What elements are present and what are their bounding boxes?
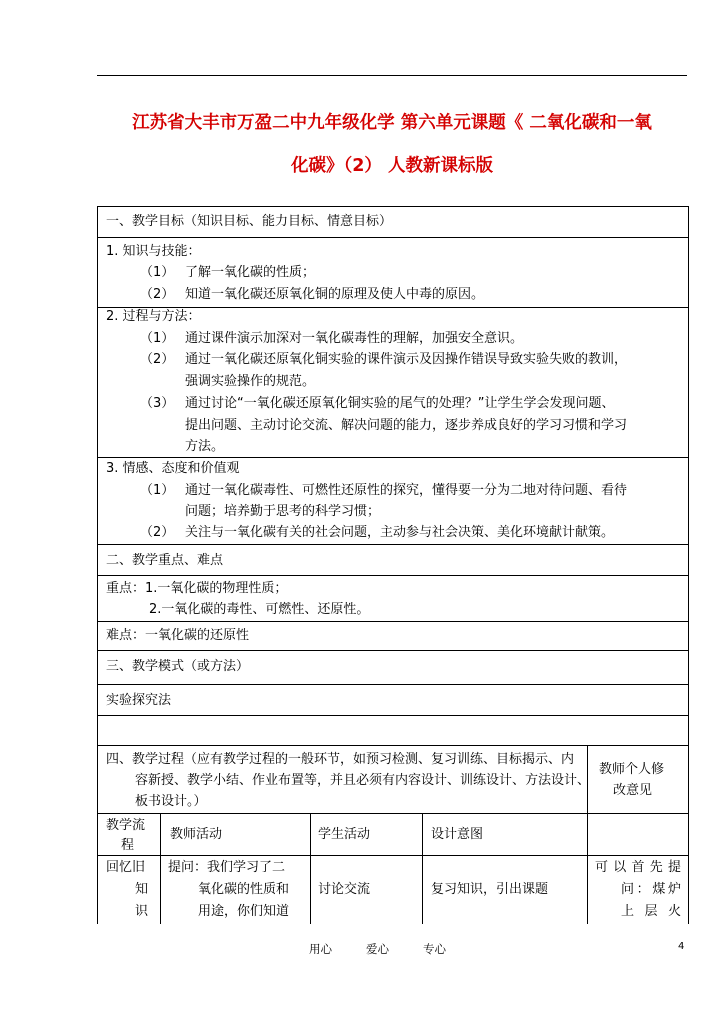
table-rule: [97, 745, 689, 746]
column-header-student: 学生活动: [318, 827, 371, 842]
difficult-point-text: 难点：一氧化碳的还原性: [106, 628, 250, 643]
section-process-heading: 板书设计。）: [135, 794, 207, 809]
revision-notes-heading: 改意见: [613, 783, 653, 798]
objective-text: 提出问题、主动讨论交流、解决问题的能力，逐步养成良好的学习习惯和学习: [185, 418, 628, 433]
item-number: （2）: [140, 287, 175, 302]
column-header-process: 程: [121, 838, 135, 853]
table-rule: [97, 237, 689, 238]
objective-text: 方法。: [185, 439, 225, 454]
table-rule: [160, 813, 161, 924]
objective-text: 关注与一氧化碳有关的社会问题，主动参与社会决策、美化环境献计献策。: [185, 525, 615, 540]
teaching-method-text: 实验探究法: [106, 693, 172, 708]
section-process-heading: 四、教学过程（应有教学过程的一般环节，如预习检测、复习训练、目标揭示、内: [106, 752, 575, 767]
item-number: （3）: [140, 396, 175, 411]
column-header-teacher: 教师活动: [170, 827, 223, 842]
teacher-activity-text: 提问：我们学习了二: [168, 860, 286, 875]
teacher-activity-text: 用途，你们知道: [198, 904, 290, 919]
objective-text: 通过一氧化碳还原氧化铜实验的课件演示及因操作错误导致实验失败的教训，: [185, 352, 628, 367]
objective-text: 了解一氧化碳的性质；: [185, 265, 316, 280]
table-rule: [97, 813, 689, 814]
item-number: （2）: [140, 525, 175, 540]
section-key-points-heading: 二、教学重点、难点: [106, 553, 224, 568]
footer-motto: 用心: [309, 942, 332, 956]
process-methods-title: 2. 过程与方法：: [106, 309, 201, 324]
objective-text: 知道一氧化碳还原氧化铜的原理及使人中毒的原因。: [185, 287, 485, 302]
process-step-label: 知: [135, 882, 149, 897]
table-rule: [97, 621, 689, 622]
item-number: （1）: [140, 483, 175, 498]
table-rule: [97, 650, 689, 651]
table-rule: [97, 544, 689, 545]
item-number: （1）: [140, 331, 175, 346]
section-process-heading: 容新授、教学小结、作业布置等，并且必须有内容设计、训练设计、方法设计、: [135, 773, 591, 788]
teacher-activity-text: 氧化碳的性质和: [198, 882, 290, 897]
emotion-values-title: 3. 情感、态度和价值观: [106, 461, 240, 476]
item-number: （1）: [140, 265, 175, 280]
section-teaching-mode-heading: 三、教学模式（或方法）: [106, 659, 250, 674]
document-title-line1: 江苏省大丰市万盈二中九年级化学 第六单元课题《 二氧化碳和一氧: [132, 113, 652, 133]
student-activity-text: 讨论交流: [318, 882, 371, 897]
table-rule: [97, 855, 689, 856]
revision-note-text: 问：煤炉: [621, 882, 681, 897]
objective-text: 强调实验操作的规范。: [185, 374, 316, 389]
table-rule: [310, 813, 311, 924]
process-step-label: 回忆旧: [106, 860, 146, 875]
design-intent-text: 复习知识，引出课题: [431, 882, 549, 897]
table-rule: [97, 715, 689, 716]
key-point-text: 2.一氧化碳的毒性、可燃性、还原性。: [149, 602, 370, 617]
objective-text: 通过一氧化碳毒性、可燃性还原性的探究，懂得要一分为二地对待问题、看待: [185, 483, 628, 498]
footer-motto: 专心: [423, 942, 446, 956]
table-rule: [97, 684, 689, 685]
objective-text: 问题；培养勤于思考的科学习惯；: [185, 504, 381, 519]
table-rule: [97, 575, 689, 576]
process-step-label: 识: [135, 904, 149, 919]
section-objectives-heading: 一、教学目标（知识目标、能力目标、情意目标）: [106, 214, 393, 229]
item-number: （2）: [140, 352, 175, 367]
header-rule: [97, 75, 687, 76]
revision-note-text: 上层火: [621, 904, 681, 919]
page-number: 4: [678, 941, 685, 952]
table-rule: [587, 813, 588, 924]
footer-motto: 爱心: [366, 942, 389, 956]
column-header-design: 设计意图: [431, 827, 484, 842]
table-rule: [422, 813, 423, 924]
revision-notes-heading: 教师个人修: [599, 762, 665, 777]
document-title-line2: 化碳》（2） 人教新课标版: [290, 156, 494, 176]
key-point-text: 重点：1.一氧化碳的物理性质；: [106, 581, 288, 596]
column-header-process: 教学流: [106, 818, 146, 833]
revision-note-text: 可以首先提: [595, 860, 681, 875]
objective-text: 通过课件演示加深对一氧化碳毒性的理解，加强安全意识。: [185, 331, 524, 346]
knowledge-skills-title: 1. 知识与技能：: [106, 244, 201, 259]
objective-text: 通过讨论“一氧化碳还原氧化铜实验的尾气的处理？”让学生学会发现问题、: [185, 396, 615, 411]
